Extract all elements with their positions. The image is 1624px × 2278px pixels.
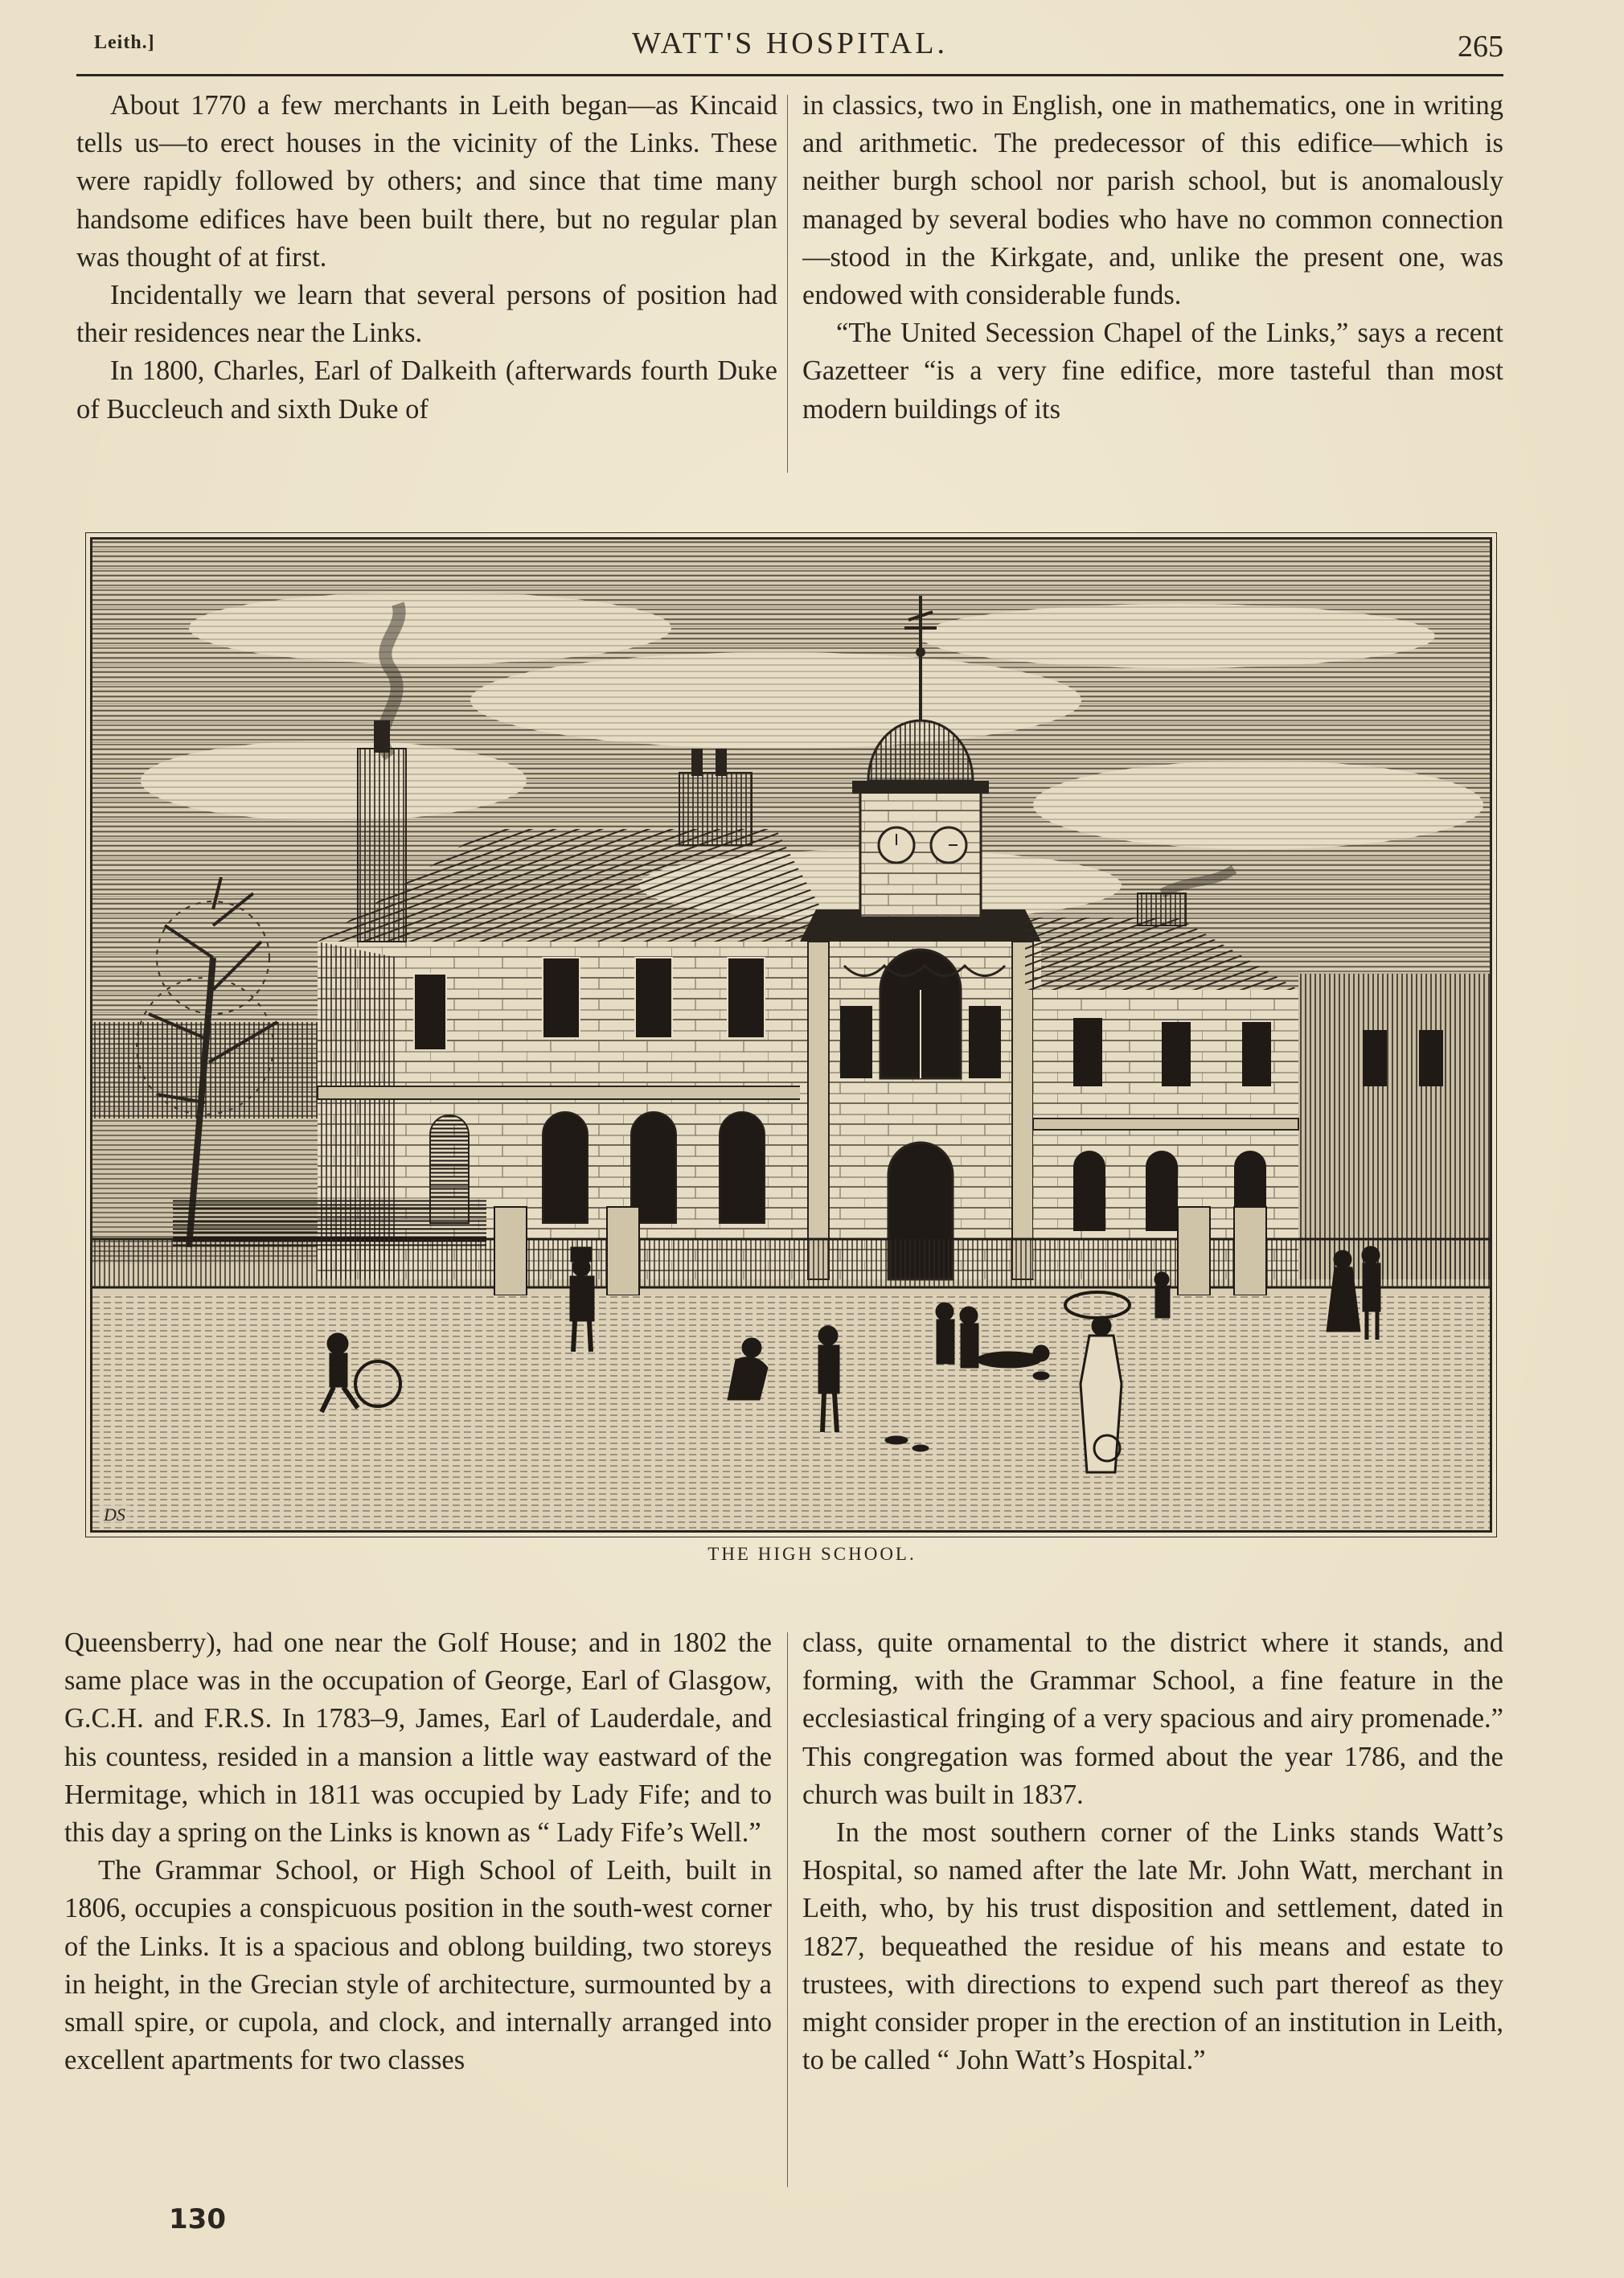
column-rule-top xyxy=(787,95,788,473)
running-head xyxy=(76,24,1503,72)
page-number: 265 xyxy=(1458,30,1503,64)
running-head-title: WATT'S HOSPITAL. xyxy=(632,27,948,60)
paragraph: Incidentally we learn that several persons of position had their residences near the Links. xyxy=(76,280,777,349)
paragraph: The Grammar School, or High School of Leith, built in 1806, occupies a conspicuous position in the south-west corner of the Links. It is a spacious and oblong building, two storeys in height, in the Grecian style of architecture, surmounted by a small spire, or cupola, and clock, and internally arranged into excellent apartments for two classes xyxy=(64,1855,772,2076)
engraving-high-school xyxy=(90,537,1492,1533)
signature-folio: 130 xyxy=(169,2203,226,2235)
column-rule-bottom xyxy=(787,1632,788,2187)
paragraph: About 1770 a few merchants in Leith began—as Kincaid tells us—to erect houses in the vicinity of the Links. These were rapidly followed by others; and since that time many handsome edifices have been built there, but no regular plan was thought of at first. xyxy=(76,90,777,273)
paragraph: class, quite ornamental to the district where it stands, and forming, with the Grammar School, a fine feature in the ecclesiastical fringing of a very spacious and airy promenade.” This congregation was formed about the year 1786, and the church was built in 1837. xyxy=(802,1627,1503,1810)
high-school-illustration xyxy=(92,540,1490,1530)
header-rule xyxy=(76,74,1503,76)
text-column-top-left xyxy=(76,87,777,477)
running-head-section: Leith.] xyxy=(94,32,155,53)
text-column-bottom-right xyxy=(802,1624,1503,2211)
text-column-top-right xyxy=(802,87,1503,477)
engraver-mark: DS xyxy=(99,1504,130,1525)
paragraph: In 1800, Charles, Earl of Dalkeith (afterwards fourth Duke of Buccleuch and sixth Duke of xyxy=(76,355,777,425)
figure-caption: THE HIGH SCHOOL. xyxy=(707,1544,917,1564)
paragraph: In the most southern corner of the Links stands Watt’s Hospital, so named after the late Mr. John Watt, merchant in Leith, who, by his trust disposition and settlement, dated in 1827, bequeathed the residue of his means and estate to trustees, with directions to expend such part thereof as they might consider proper in the erection of an institution in Leith, to be called “ John Watt’s Hospital.” xyxy=(802,1817,1503,2076)
paragraph: in classics, two in English, one in mathematics, one in writing and arithmetic. The predecessor of this edifice—which is neither burgh school nor parish school, but is anomalously managed by several bodies who have no common connection—stood in the Kirkgate, and, unlike the present one, was endowed with considerable funds. xyxy=(802,90,1503,311)
paragraph: “The United Secession Chapel of the Links,” says a recent Gazetteer “is a very fine edifice, more tasteful than most modern buildings of its xyxy=(802,318,1503,425)
paragraph: Queensberry), had one near the Golf House; and in 1802 the same place was in the occupation of George, Earl of Glasgow, G.C.H. and F.R.S. In 1783–9, James, Earl of Lauderdale, and his countess, resided in a mansion a little way eastward of the Hermitage, which in 1811 was occupied by Lady Fife; and to this day a spring on the Links is known as “ Lady Fife’s Well.” xyxy=(64,1627,772,1849)
text-column-bottom-left xyxy=(64,1624,772,2211)
